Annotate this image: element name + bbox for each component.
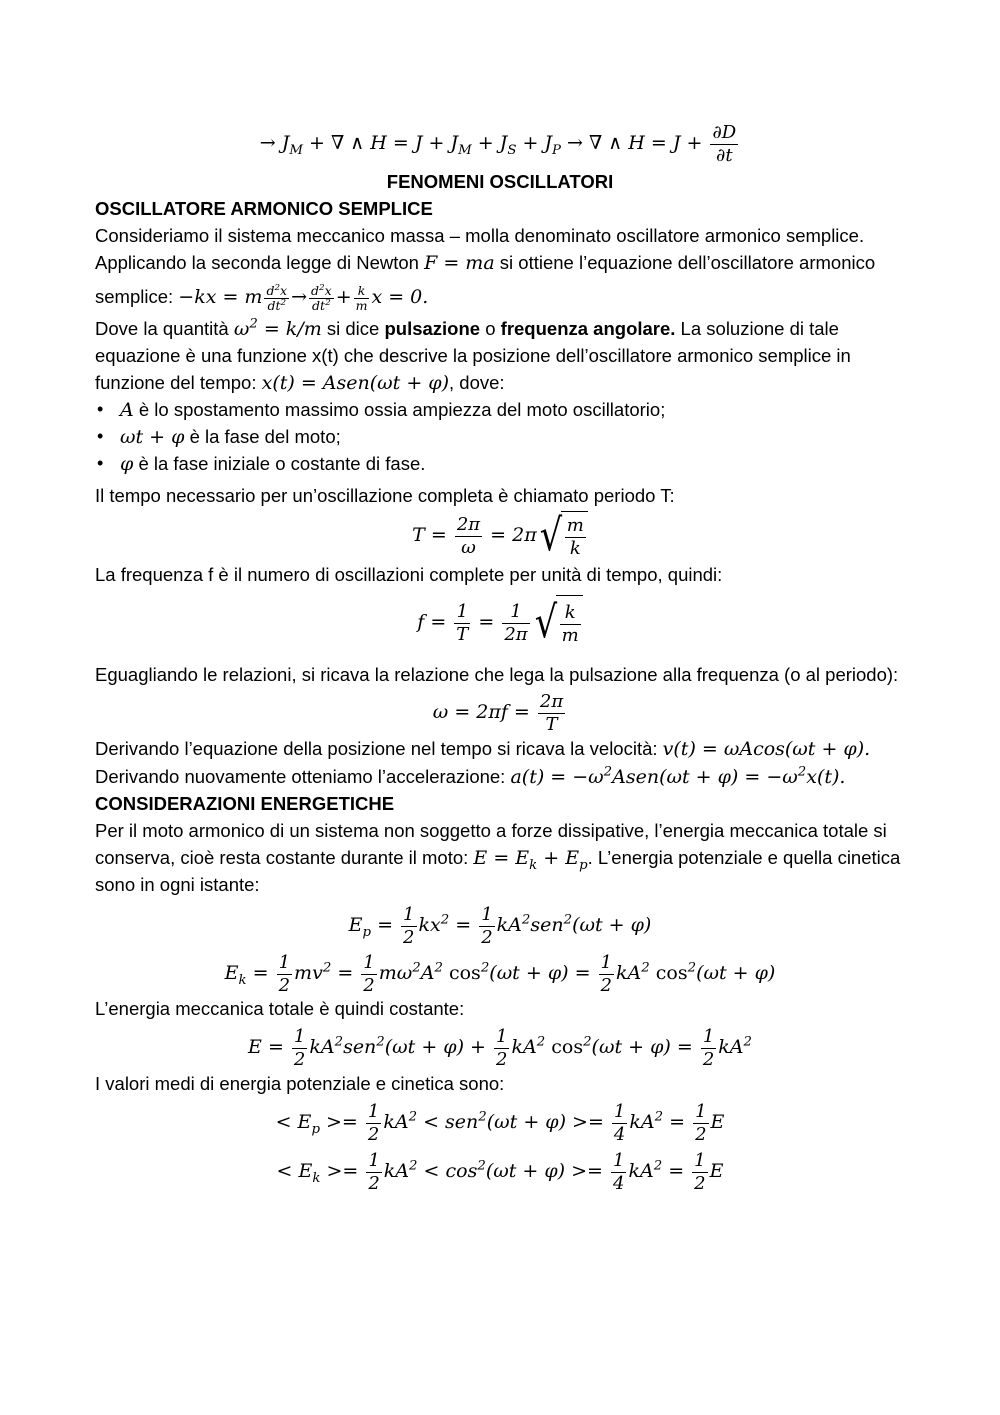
paragraph-line: Eguagliando le relazioni, si ricava la relazione che lega la pulsazione alla frequenza (o al periodo): (95, 664, 899, 685)
section-heading-oscillatore: OSCILLATORE ARMONICO SEMPLICE (95, 198, 433, 219)
paragraph-line: Per il moto armonico di un sistema non soggetto a forze dissipative, l’energia meccanica totale si (95, 820, 887, 841)
total-energy-equation: E = $\frac{1}{2}$ $kA^2sen^2(\omega t + \varphi)$ + $\frac{1}{2}$ $kA^2$ $\cos^2(\omega t + \varphi)$ = $\frac{1}{2}$ $kA^2$ (248, 1025, 752, 1070)
bullet-list (95, 396, 905, 477)
list-item: • ωt + φ è la fase del moto; (95, 423, 905, 450)
paragraph-line: I valori medi di energia potenziale e cinetica sono: (95, 1073, 505, 1094)
paragraph-line: L’energia meccanica totale è quindi costante: (95, 998, 465, 1019)
potential-energy-equation: $E_p$ = $\frac{1}{2}$ $kx^2$ = $\frac{1}{2}$ $kA^2sen^2(\omega t + \varphi)$ (348, 903, 652, 948)
paragraph-line: La frequenza f è il numero di oscillazioni complete per unità di tempo, quindi: (95, 564, 723, 585)
kinetic-energy-equation: $E_k$ = $\frac{1}{2}$ $mv^2$ = $\frac{1}{2}$ $m\omega^2A^2$ $\cos^2(\omega t + \varphi)$ = $\frac{1}{2}$ $kA^2$ $\cos^2(\omega t + \varphi)$ (224, 951, 776, 996)
paragraph-line: conserva, cioè resta costante durante il moto: $E = E_k + E_p$. L’energia potenziale e quella cinetica (95, 847, 901, 873)
paragraph-line: sono in ogni istante: (95, 874, 260, 895)
maxwell-equation: → $J_M$ + ∇ ∧ $H = J + J_M + J_S + J_P$ → ∇ ∧ H = J + $\frac{\partial D}{\partial t}$ (259, 121, 737, 166)
section-heading-energetiche: CONSIDERAZIONI ENERGETICHE (95, 793, 395, 814)
paragraph-line: equazione è una funzione x(t) che descrive la posizione dell’oscillatore armonico semplice in (95, 345, 851, 366)
paragraph-line: Derivando l’equazione della posizione nel tempo si ricava la velocità: v(t) = ωAcos(ωt + φ). (95, 738, 871, 760)
frequency-equation: f = $\frac{1}{T}$ = $\frac{1}{2\pi}$ √ $\frac{k}{m}$ (95, 594, 905, 652)
list-item: • φ è la fase iniziale o costante di fase. (95, 450, 905, 477)
paragraph-line: Il tempo necessario per un’oscillazione completa è chiamato periodo T: (95, 485, 675, 506)
mean-kinetic-equation: < $E_k$ >= $\frac{1}{2}$ $kA^2 < \cos^2(\omega t + \varphi)$ >= $\frac{1}{4}$ $kA^2$ = $\frac{1}{2}$ E (276, 1149, 724, 1194)
paragraph-line: Dove la quantità $\omega^2 = k/m$ si dice pulsazione o frequenza angolare. La soluzione di tale (95, 316, 839, 340)
paragraph-line: Derivando nuovamente otteniamo l’accelerazione: $a(t) = -\omega^2Asen(\omega t + \varphi) = -\omega^2x(t)$. (95, 764, 846, 788)
paragraph-line: Applicando la seconda legge di Newton F = ma si ottiene l’equazione dell’oscillatore armonico (95, 252, 876, 274)
section-title: FENOMENI OSCILLATORI (386, 171, 614, 192)
paragraph-line: Consideriamo il sistema meccanico massa – molla denominato oscillatore armonico semplice. (95, 225, 865, 246)
period-equation: T = $\frac{2\pi}{\omega}$ = 2π√ $\frac{m}{k}$ (95, 510, 905, 562)
omega-equation: ω = 2πf = $\frac{2\pi}{T}$ (432, 690, 564, 735)
mean-potential-equation: < $E_p$ >= $\frac{1}{2}$ $kA^2 < sen^2(\omega t + \varphi)$ >= $\frac{1}{4}$ $kA^2$ = $\frac{1}{2}$ E (275, 1100, 725, 1145)
paragraph-line: funzione del tempo: x(t) = Asen(ωt + φ), dove: (95, 372, 505, 394)
list-item: • A è lo spostamento massimo ossia ampiezza del moto oscillatorio; (95, 396, 905, 423)
paragraph-line: semplice: −kx = m $\frac{d^2x}{dt^2}$ → $\frac{d^2x}{dt^2}$ + $\frac{k}{m}$ x = 0. (95, 282, 429, 313)
